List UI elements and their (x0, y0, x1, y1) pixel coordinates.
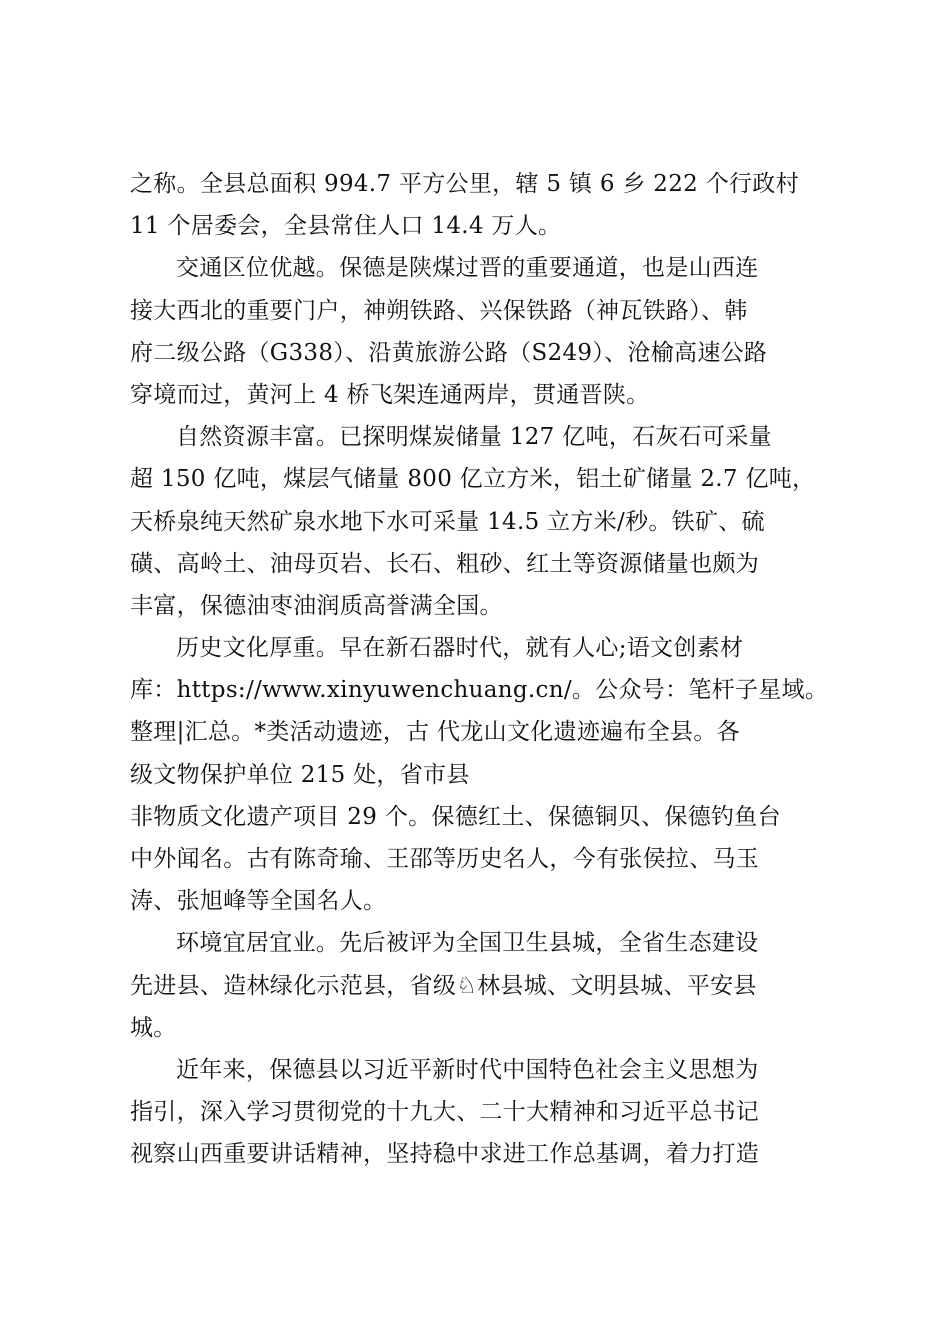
text-line: 磺、高岭土、油母页岩、长石、粗砂、红土等资源储量也颇为 (130, 550, 760, 577)
text-line: 整理|汇总。*类活动遗迹，古 代龙山文化遗迹遍布全县。各 (130, 719, 740, 746)
text-line: 之称。全县总面积 994.7 平方公里，辖 5 镇 6 乡 222 个行政村 (130, 171, 799, 197)
text-line: 视察山西重要讲话精神，坚持稳中求进工作总基调，着力打造 (130, 1141, 760, 1168)
text-line: 非物质文化遗产项目 29 个。保德红土、保德铜贝、保德钓鱼台 (130, 803, 781, 830)
text-line: 接大西北的重要门户，神朔铁路、兴保铁路（神瓦铁路）、韩 (130, 297, 748, 324)
paragraph-start-line: 交通区位优越。保德是陕煤过晋的重要通道，也是山西连 (176, 255, 759, 282)
text-line: 中外闻名。古有陈奇瑜、王邵等历史名人，今有张侯拉、马玉 (130, 846, 760, 872)
paragraph-start-line: 环境宜居宜业。先后被评为全国卫生县城，全省生态建设 (176, 930, 759, 957)
text-line: 城。 (130, 1014, 177, 1041)
text-line: 库：https://www.xinyuwenchuang.cn/。公众号：笔杆子星域。 (130, 677, 829, 704)
text-line: 先进县、造林绿化示范县，省级♘林县城、文明县城、平安县 (130, 972, 757, 999)
text-line: 指引，深入学习贯彻党的十九大、二十大精神和习近平总书记 (130, 1099, 760, 1126)
paragraph-start-line: 历史文化厚重。早在新石器时代，就有人心;语文创素材 (176, 635, 744, 662)
text-line: 穿境而过，黄河上 4 桥飞架连通两岸，贯通晋陕。 (130, 381, 650, 408)
text-line: 天桥泉纯天然矿泉水地下水可采量 14.5 立方米/秒。铁矿、硫 (130, 508, 765, 535)
text-line: 涛、张旭峰等全国名人。 (130, 888, 387, 915)
text-line: 11 个居委会，全县常住人口 14.4 万人。 (130, 213, 562, 240)
text-line: 府二级公路（G338）、沿黄旅游公路（S249）、沧榆高速公路 (130, 339, 768, 366)
paragraph-start-line: 自然资源丰富。已探明煤炭储量 127 亿吨，石灰石可采量 (176, 424, 772, 451)
text-line: 丰富，保德油枣油润质高誉满全国。 (130, 592, 503, 619)
paragraph-start-line: 近年来，保德县以习近平新时代中国特色社会主义思想为 (176, 1056, 759, 1083)
text-line: 级文物保护单位 215 处，省市县 (130, 761, 470, 788)
text-line: 超 150 亿吨，煤层气储量 800 亿立方米，铝土矿储量 2.7 亿吨， (130, 466, 816, 493)
body-text (130, 163, 840, 1176)
